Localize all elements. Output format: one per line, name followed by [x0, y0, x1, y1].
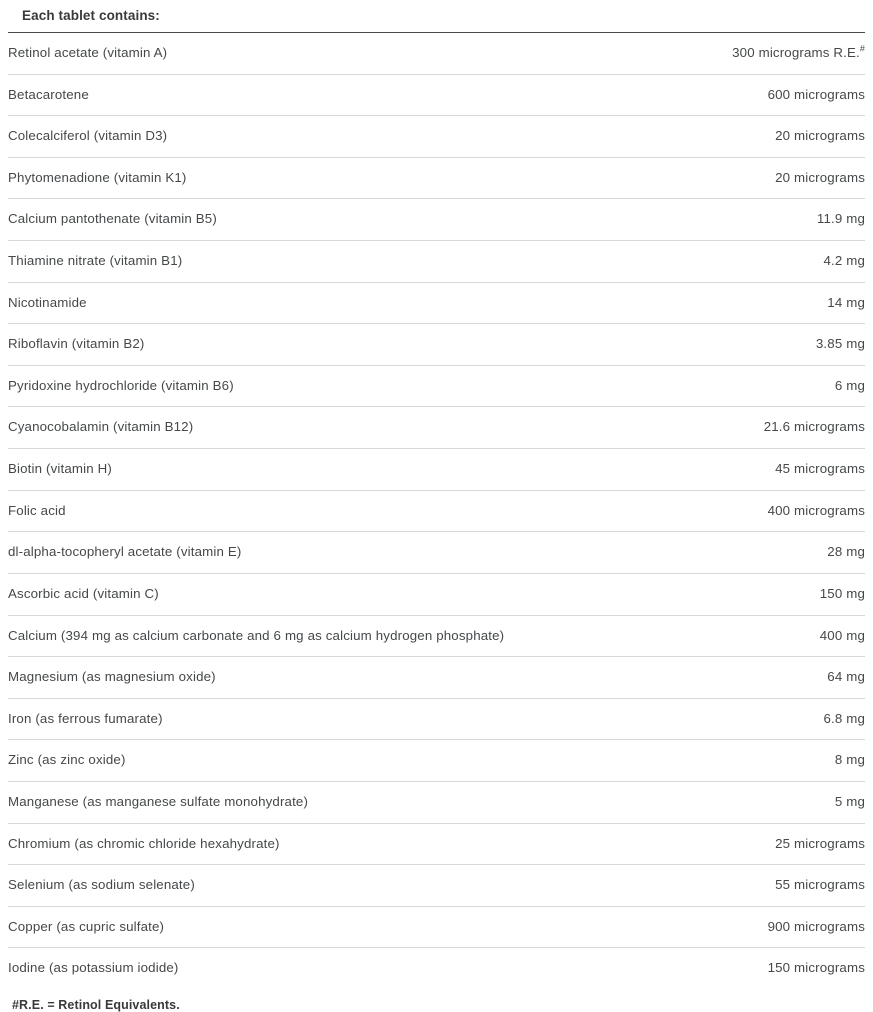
ingredient-amount-value: 4.2 mg: [823, 253, 865, 269]
ingredient-name: Iron (as ferrous fumarate): [8, 710, 163, 726]
ingredient-amount: [568, 365, 865, 407]
ingredient-amount: [568, 532, 865, 574]
ingredient-amount-value: 64 mg: [827, 669, 865, 685]
ingredient-amount: [568, 282, 865, 324]
table-row: [8, 698, 865, 740]
amount-footnote-marker: #: [859, 43, 865, 54]
ingredient-name: Biotin (vitamin H): [8, 461, 112, 477]
ingredient-name: Betacarotene: [8, 86, 89, 102]
ingredient-name: Pyridoxine hydrochloride (vitamin B6): [8, 377, 234, 393]
ingredient-amount-value: 55 micrograms: [775, 877, 865, 893]
ingredient-name: Magnesium (as magnesium oxide): [8, 669, 216, 685]
table-row: [8, 906, 865, 948]
ingredient-amount: [568, 116, 865, 158]
ingredient-amount-value: 28 mg: [827, 544, 865, 560]
table-row: [8, 241, 865, 283]
ingredient-amount: [568, 199, 865, 241]
table-row: [8, 781, 865, 823]
ingredient-amount-value: 8 mg: [834, 752, 865, 768]
footnote-text: #R.E. = Retinol Equivalents.: [12, 998, 180, 1012]
ingredient-name: Calcium pantothenate (vitamin B5): [8, 211, 217, 227]
ingredient-amount: [568, 157, 865, 199]
table-row: [8, 324, 865, 366]
table-row: [8, 74, 865, 116]
ingredient-name: Zinc (as zinc oxide): [8, 752, 126, 768]
ingredient-amount-value: 6.8 mg: [823, 710, 865, 726]
ingredient-name: Ascorbic acid (vitamin C): [8, 585, 159, 601]
ingredient-amount: [568, 241, 865, 283]
ingredient-name: dl-alpha-tocopheryl acetate (vitamin E): [8, 544, 242, 560]
table-row: [8, 865, 865, 907]
ingredient-amount: [568, 865, 865, 907]
ingredient-amount-value: 20 micrograms: [775, 128, 865, 144]
ingredient-amount: [568, 324, 865, 366]
table-row: [8, 490, 865, 532]
ingredient-amount: [568, 906, 865, 948]
ingredient-name: Retinol acetate (vitamin A): [8, 45, 168, 60]
ingredient-amount-value: 300 micrograms R.E.: [732, 45, 860, 60]
ingredient-name: Manganese (as manganese sulfate monohydrate): [8, 793, 309, 809]
ingredient-amount: [568, 407, 865, 449]
ingredient-amount-value: 25 micrograms: [775, 835, 865, 851]
ingredient-amount-value: 45 micrograms: [775, 461, 865, 477]
ingredient-amount: [568, 657, 865, 699]
ingredient-amount-value: 150 micrograms: [767, 960, 865, 976]
table-row: [8, 615, 865, 657]
ingredient-amount-value: 150 mg: [819, 585, 865, 601]
ingredient-amount-value: 20 micrograms: [775, 169, 865, 185]
ingredient-name: Phytomenadione (vitamin K1): [8, 169, 187, 185]
ingredient-name: Copper (as cupric sulfate): [8, 918, 165, 934]
ingredients-table-body: [8, 33, 865, 990]
ingredient-amount-value: 5 mg: [834, 793, 865, 809]
ingredient-name: Selenium (as sodium selenate): [8, 877, 195, 893]
ingredient-name: Colecalciferol (vitamin D3): [8, 128, 168, 144]
ingredient-amount: [568, 948, 865, 989]
ingredient-name: Iodine (as potassium iodide): [8, 960, 179, 976]
ingredient-name: Nicotinamide: [8, 294, 87, 310]
ingredient-amount: [568, 449, 865, 491]
table-row: [8, 823, 865, 865]
ingredient-amount-value: 14 mg: [827, 294, 865, 310]
ingredient-amount-value: 11.9 mg: [816, 211, 865, 227]
table-row: [8, 157, 865, 199]
ingredient-amount: [568, 698, 865, 740]
table-row: [8, 282, 865, 324]
ingredient-amount-value: 21.6 micrograms: [763, 419, 865, 435]
ingredient-amount: [568, 490, 865, 532]
intro-text: Each tablet contains:: [22, 8, 160, 23]
ingredient-amount-value: 400 mg: [819, 627, 865, 643]
ingredient-amount-value: 3.85 mg: [815, 336, 865, 352]
table-row: [8, 573, 865, 615]
ingredient-name: Riboflavin (vitamin B2): [8, 336, 145, 352]
table-row: [8, 365, 865, 407]
ingredient-name: Thiamine nitrate (vitamin B1): [8, 253, 183, 269]
ingredient-amount: [568, 823, 865, 865]
table-row: [8, 948, 865, 989]
ingredient-amount-value: 6 mg: [834, 377, 865, 393]
ingredient-amount: [568, 573, 865, 615]
ingredient-name: Calcium (394 mg as calcium carbonate and 6 mg as calcium hydrogen phosphate): [8, 627, 505, 643]
ingredient-amount: [568, 740, 865, 782]
table-row: [8, 407, 865, 449]
ingredient-amount: [568, 33, 865, 75]
ingredient-amount: [568, 74, 865, 116]
ingredient-name: Cyanocobalamin (vitamin B12): [8, 419, 194, 435]
ingredients-table: [8, 32, 865, 989]
table-row: [8, 116, 865, 158]
table-row: [8, 740, 865, 782]
table-row: [8, 449, 865, 491]
table-row: [8, 657, 865, 699]
ingredient-amount-value: 600 micrograms: [767, 86, 865, 102]
ingredient-amount: [568, 615, 865, 657]
table-row: [8, 33, 865, 75]
ingredient-amount-value: 400 micrograms: [767, 502, 865, 518]
ingredient-name: Folic acid: [8, 502, 66, 518]
ingredient-amount: [568, 781, 865, 823]
ingredient-amount-value: 900 micrograms: [767, 918, 865, 934]
table-row: [8, 532, 865, 574]
table-row: [8, 199, 865, 241]
ingredient-name: Chromium (as chromic chloride hexahydrate): [8, 835, 280, 851]
